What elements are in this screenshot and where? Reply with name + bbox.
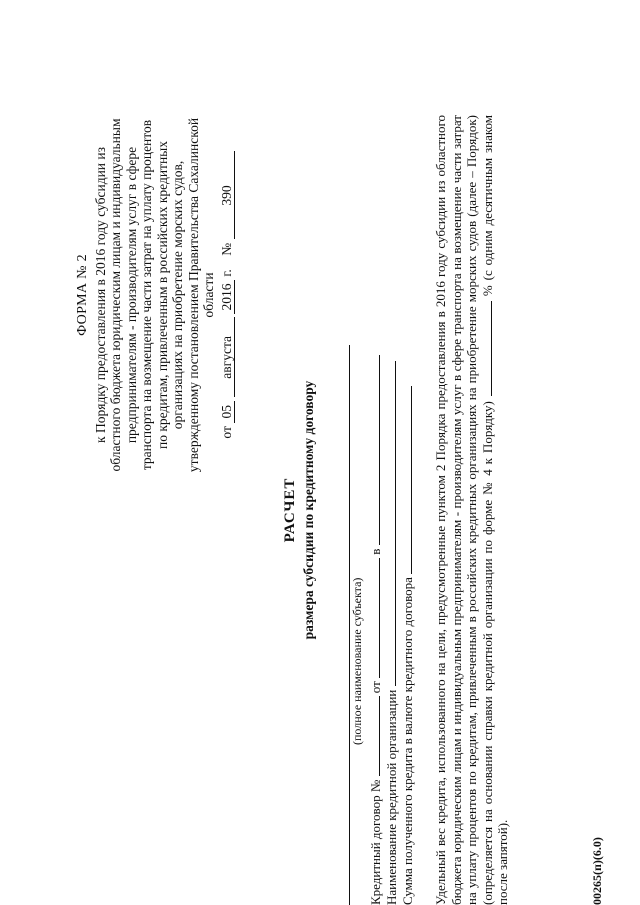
bank-label: Наименование кредитной организации xyxy=(384,689,399,905)
form-header xyxy=(75,115,235,475)
contract-number-line[interactable] xyxy=(367,697,380,777)
resolution-number: 390 xyxy=(219,151,236,239)
contract-fields xyxy=(337,345,415,905)
contract-bank-line[interactable] xyxy=(367,355,380,545)
share-paragraph-text: Удельный вес кредита, использованного на цели, предусмотренные пунктом 2 Порядка предоставления в 2016 году субсидии из областного бюджета юридическим лицам и индивидуальным предпринимателям - производителям услуг в сфере транспорта на возмещение части затрат на уплату процентов по кредитам, привлеченным в российских кредитных организациях на приобретение морских судов (далее – Порядок) (определяется на основании справки кредитной организации по форме № 4 к Порядку) xyxy=(433,115,495,905)
share-percent-blank[interactable] xyxy=(480,301,492,396)
bank-name-line[interactable] xyxy=(383,361,396,686)
document-code: 00265(п)(6.0) xyxy=(590,837,604,905)
credit-sum-line[interactable] xyxy=(399,386,412,574)
resolution-day: 05 xyxy=(219,401,236,423)
calculation-title: РАСЧЕТ xyxy=(282,477,298,543)
date-from-label: от xyxy=(218,426,234,439)
contract-in-label: в xyxy=(368,548,383,555)
resolution-number-label: № xyxy=(218,242,234,256)
contract-label: Кредитный договор № xyxy=(368,779,383,905)
share-paragraph-tail: % (с одним десятичным знаком после запятой). xyxy=(479,114,510,905)
resolution-month: августа xyxy=(219,317,236,397)
calculation-subtitle: размера субсидии по кредитному договору xyxy=(301,380,316,640)
resolution-date-line xyxy=(219,115,236,475)
document-page xyxy=(75,114,604,905)
credit-sum-label: Сумма полученного кредита в валюте кредитного договора xyxy=(400,577,415,905)
resolution-year: 2016 xyxy=(219,280,236,314)
resolution-year-suffix: г. xyxy=(218,269,234,277)
credit-sum-row xyxy=(399,345,415,905)
form-header-text: к Порядку предоставления в 2016 году субсидии из областного бюджета юридическим лицам и индивидуальным предпринимателям - производителям услуг в сфере транспорта на возмещение части затрат на уплату процентов по кредитам, привлеченным в российских кредитных организациях на приобретение морских судов, утвержденному постановлением Правительства Сахалинской области xyxy=(92,117,216,473)
contract-from-label: от xyxy=(368,681,383,694)
share-paragraph xyxy=(433,115,511,905)
subject-hint-row xyxy=(350,345,367,905)
contract-date-line[interactable] xyxy=(367,558,380,678)
contract-row xyxy=(367,345,383,905)
subject-name-hint: (полное наименование субъекта) xyxy=(350,577,364,745)
form-title: ФОРМА № 2 xyxy=(75,254,90,336)
bank-row xyxy=(383,345,399,905)
